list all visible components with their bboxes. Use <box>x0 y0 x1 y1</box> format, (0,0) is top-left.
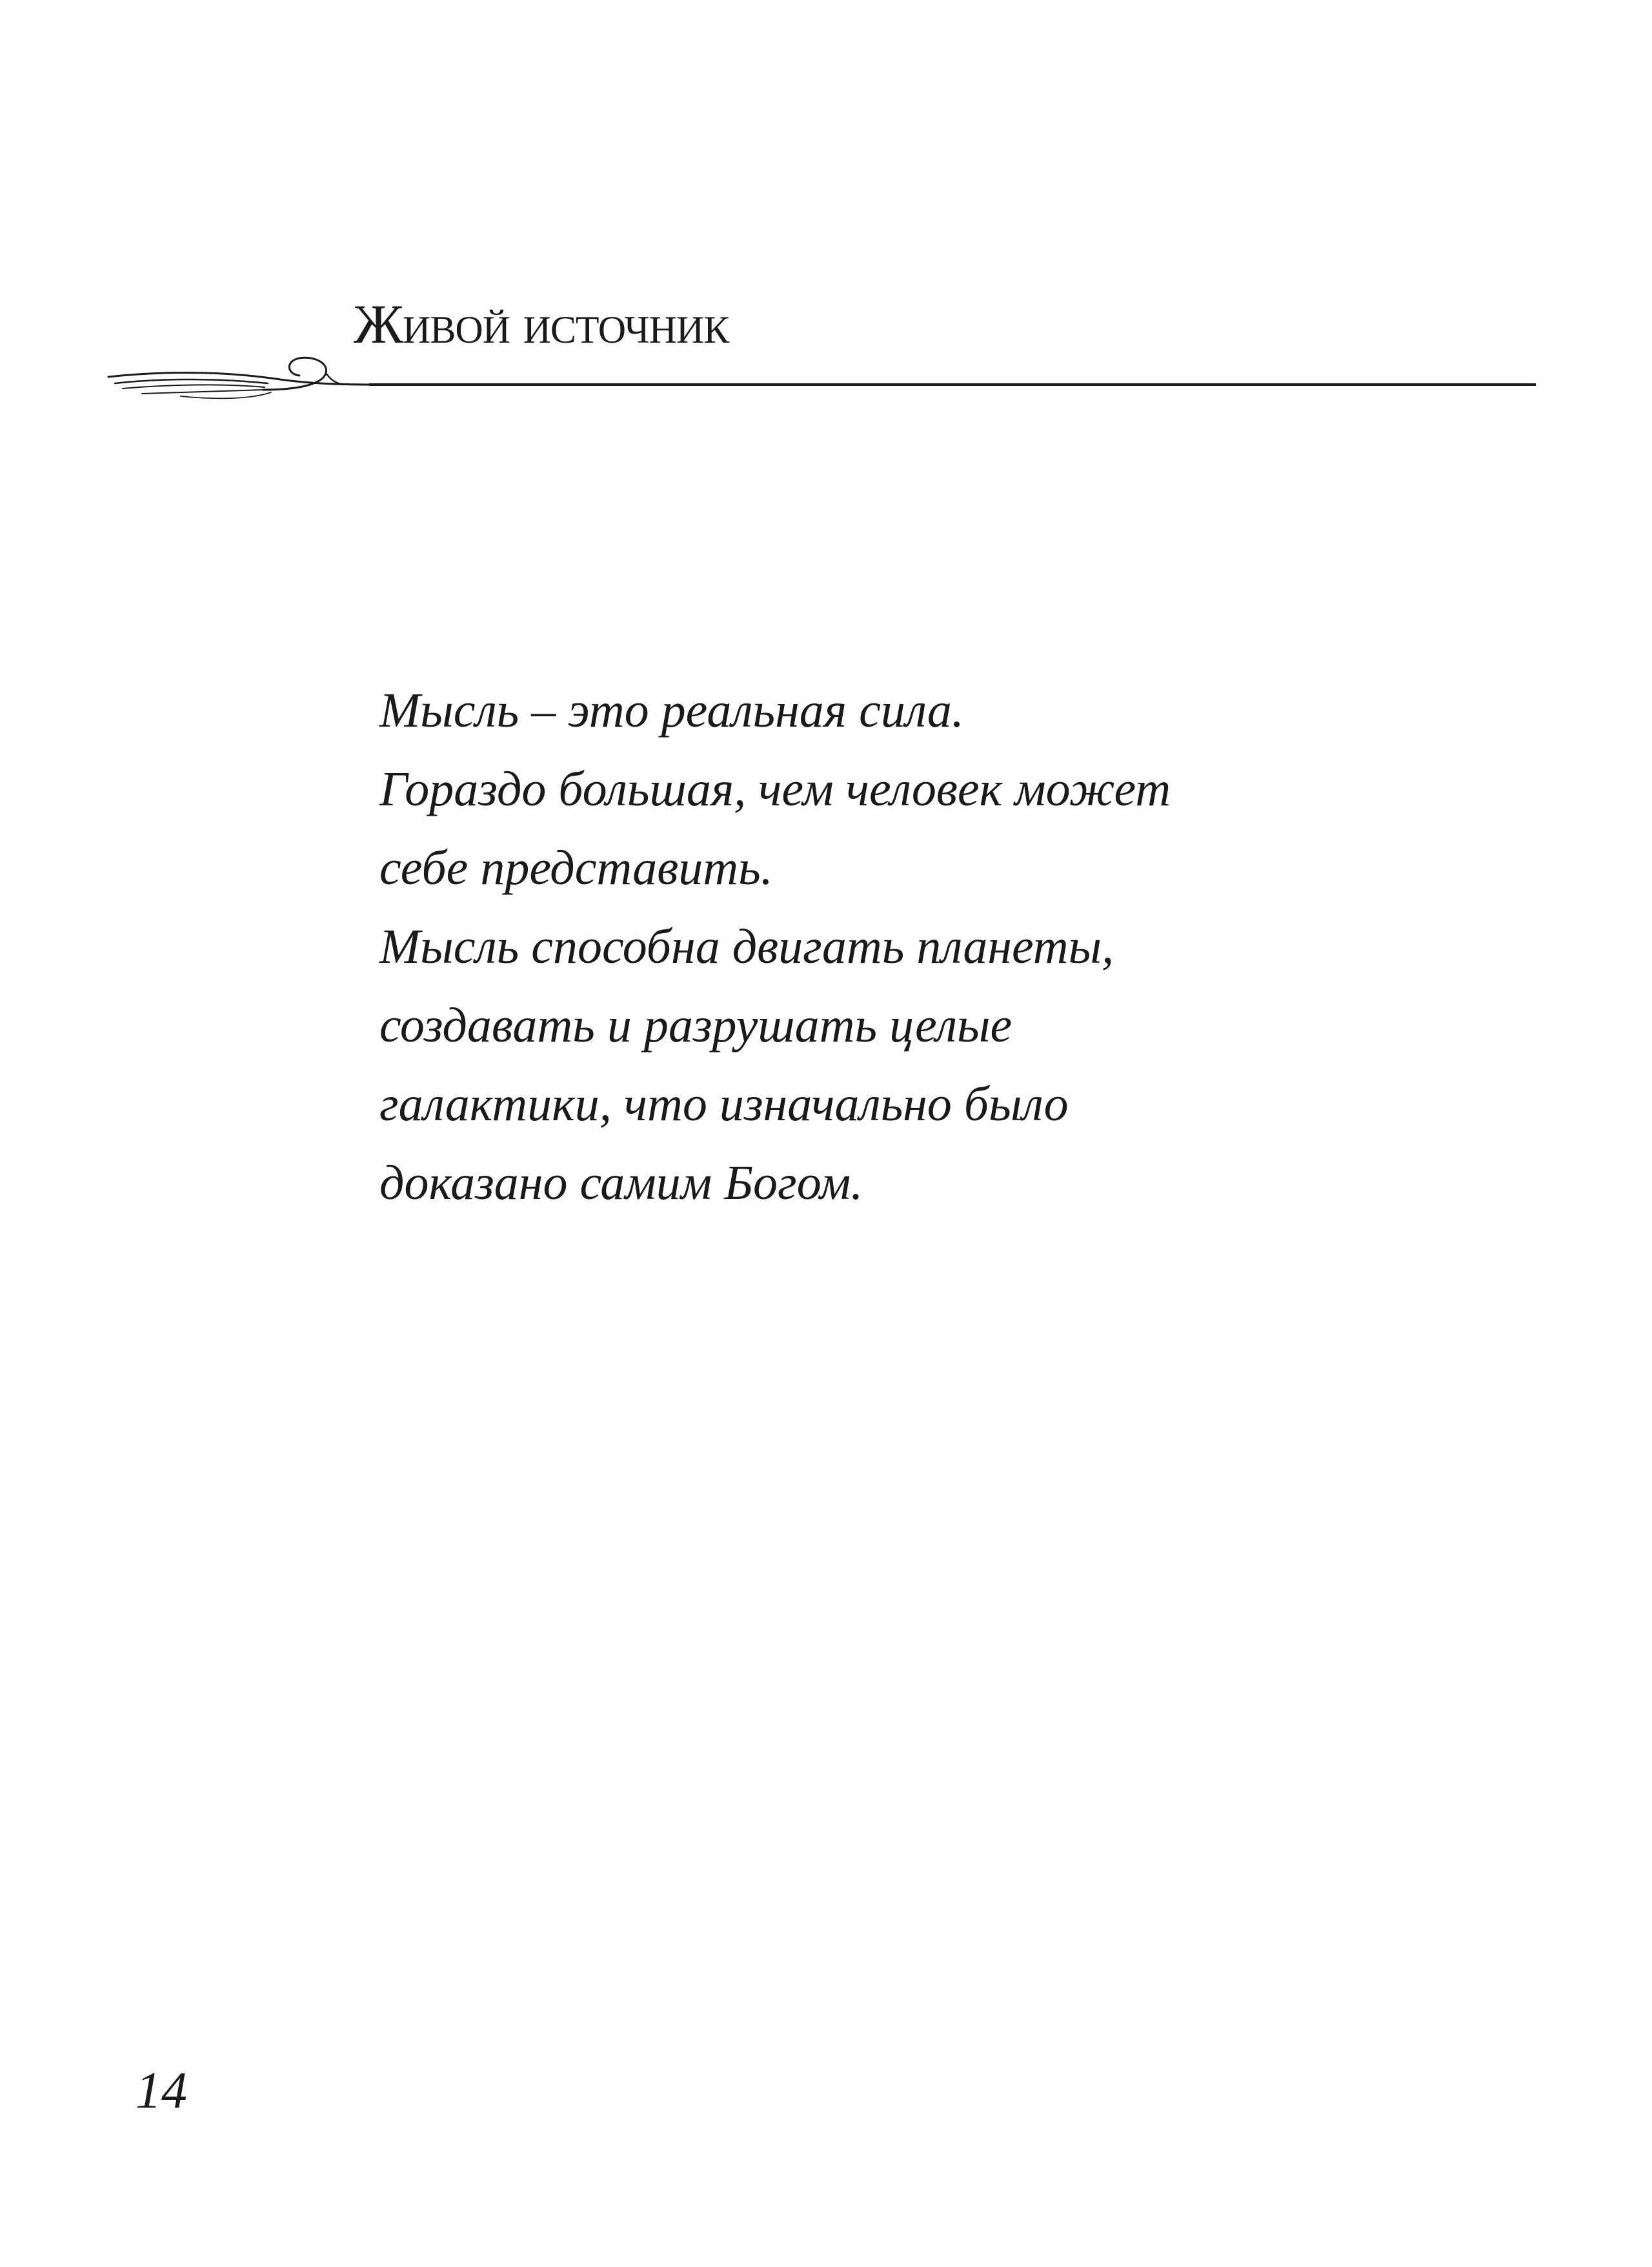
verse-line: создавать и разрушать целые <box>379 998 1012 1053</box>
quill-flourish-icon <box>103 345 381 416</box>
running-header-title: Живой источник <box>354 293 729 355</box>
page-number: 14 <box>136 2062 187 2119</box>
verse-line: себе представить. <box>379 841 773 895</box>
verse-line: Мысль способна двигать планеты, <box>379 920 1114 974</box>
verse-line: галактики, что изначально было <box>379 1077 1069 1131</box>
header-rule <box>369 383 1536 386</box>
verse-line: Мысль – это реальная сила. <box>379 683 964 738</box>
verse-line: Гораздо большая, чем человек может <box>379 762 1171 816</box>
verse-line: доказано самим Богом. <box>379 1156 863 1210</box>
verse-block <box>379 671 1347 1222</box>
